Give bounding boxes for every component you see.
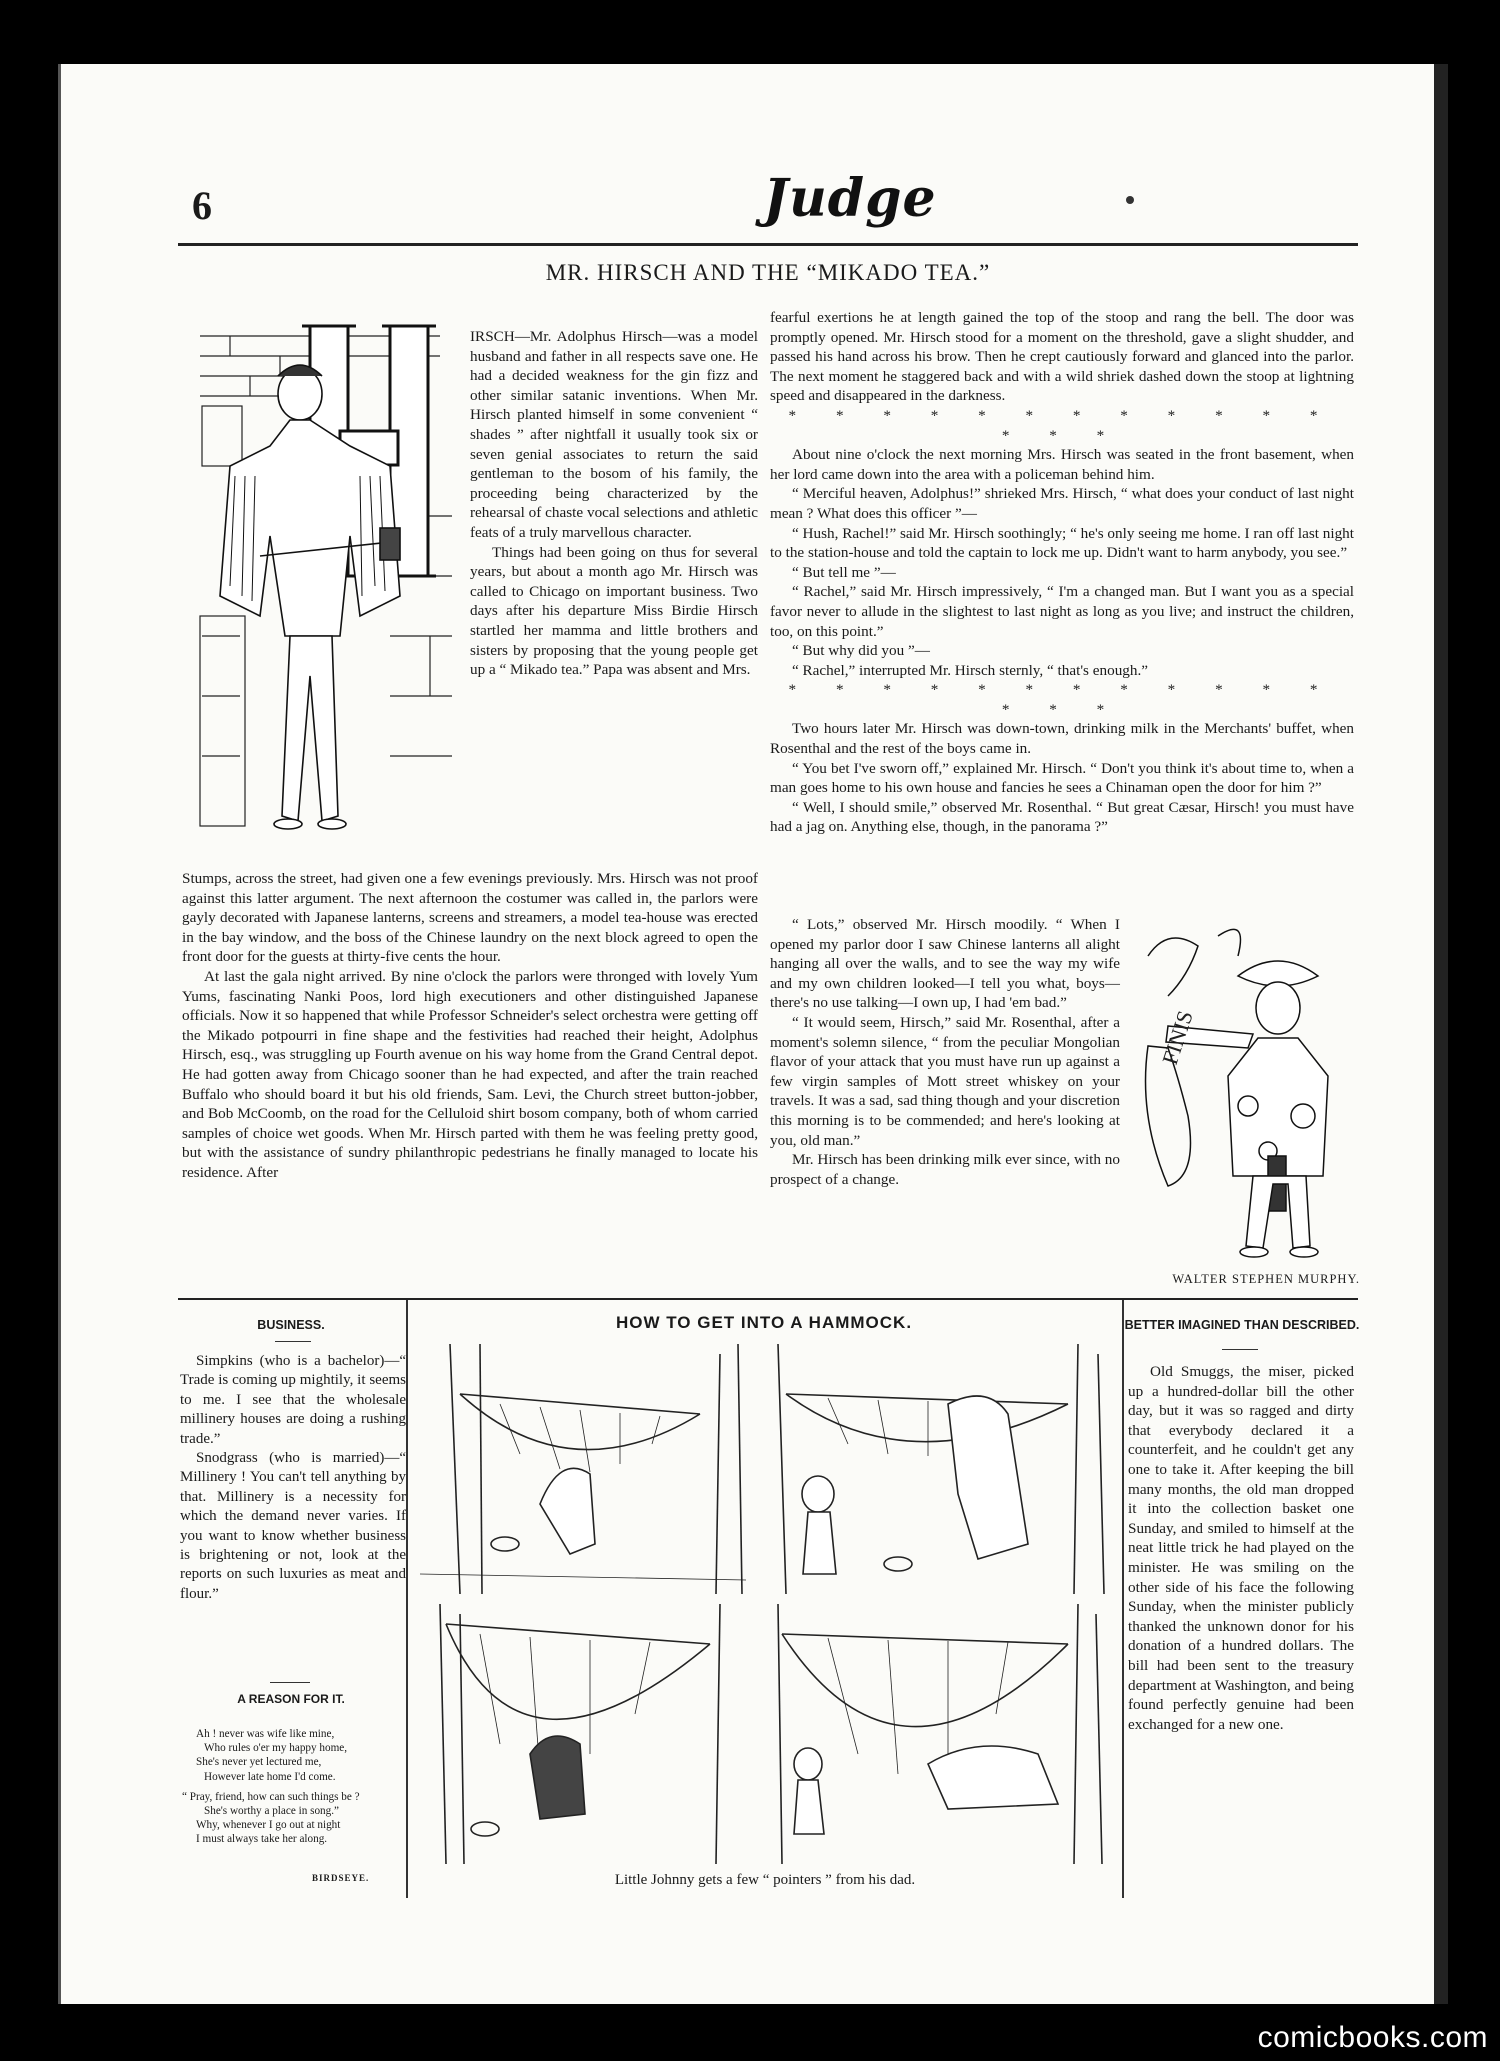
ink-smudge [1126, 196, 1134, 204]
article-paragraph: IRSCH—Mr. Adolphus Hirsch—was a model husband and father in all respects save one. He had a decided weakness for the gin fizz and other similar satanic inventions. When Mr. Hirsch planted himself in some convenient “ shades ” after nightfall it usually took six or seven genial associates to return the said gentleman to the bosom of his family, the proceeding being characterized by the rehearsal of chaste vocal selections and athletic feats of a truly marvellous character. [470, 328, 758, 541]
poem-line: She's never yet lectured me, [196, 1756, 322, 1769]
article-paragraph: “ Lots,” observed Mr. Hirsch moodily. “ When I opened my parlor door I saw Chinese lanterns all alight hanging all over the walls, and to see the way my wife and my own children looked—I tell you what, boys—there's no use talking—I own up, I had 'em bad.” [770, 916, 1120, 1012]
reason-heading: A REASON FOR IT. [237, 1692, 345, 1706]
article-paragraph: About nine o'clock the next morning Mrs. Hirsch was seated in the front basement, when her lord came down into the area with a policeman behind him. [770, 446, 1354, 483]
better-column [1128, 1362, 1354, 1734]
hammock-heading: HOW TO GET INTO A HAMMOCK. [615, 1313, 913, 1332]
article-paragraph: Stumps, across the street, had given one a few evenings previously. Mrs. Hirsch was not proof against this latter argument. The next afternoon the costumer was called in, the parlors were gayly decorated with Japanese lanterns, screens and streamers, a model tea-house was erected in the bay window, and the boss of the Chinese laundry on the next block agreed to open the front door for the guests at thirty-five cents the hour. [182, 870, 758, 966]
article-column-2-narrow [770, 915, 1120, 1189]
header-rule [178, 243, 1358, 246]
section-break-stars: * * * * * * * * * * * * * * * [788, 681, 1336, 718]
article-paragraph: At last the gala night arrived. By nine o'clock the parlors were thronged with lovely Yum Yums, fascinating Nanki Poos, lord high executioners and other distinguished Japanese officials. Now it so happened that while Professor Schneider's select orchestra were getting off the Mikado potpourri in fine shape and the festivities had reached their height, Adolphus Hirsch, esq., was struggling up Fourth avenue on his way home from the Grand Central depot. He had gotten away from Chicago sooner than he had expected, and after the train reached Buffalo who should board it but his old friends, Sam. Levi, the Church street button-jobber, and Bob McCoomb, on the road for the Celluloid shirt bosom company, both of whom carried samples of choice wet goods. When Mr. Hirsch parted with them he was feeling pretty good, but with the assistance of sundry philanthropic pedestrians he finally managed to locate his residence. After [182, 967, 758, 1181]
poem-line: However late home I'd come. [204, 1770, 336, 1783]
finis-figure-illustration [1128, 916, 1354, 1276]
business-paragraph: Snodgrass (who is married)—“ Millinery ! You can't tell anything by that. Millinery is a necessity for which the demand never varies. If you want to know whether business is brightening or not, look at the reports on such luxuries as meat and flour.” [180, 1450, 406, 1602]
heading-rule [275, 1341, 311, 1342]
hammock-panel-3 [420, 1604, 746, 1864]
poem-line: “ Pray, friend, how can such things be ? [182, 1790, 360, 1803]
hammock-caption: Little Johnny gets a few “ pointers ” from his dad. [614, 1872, 916, 1888]
article-paragraph: “ Rachel,” interrupted Mr. Hirsch sternly, “ that's enough.” [792, 661, 1149, 679]
business-column [180, 1352, 406, 1604]
article-paragraph: fearful exertions he at length gained the top of the stoop and rang the bell. The door was promptly opened. Mr. Hirsch stood for a moment on the threshold, gave a slight shudder, and passed his hand across his brow. Then he crept cautiously forward and glanced into the parlor. The next moment he staggered back and with a wild shriek dashed down the stoop at lightning speed and disappeared in the darkness. [770, 309, 1354, 405]
hammock-panel-1 [420, 1344, 746, 1594]
page-number: 6 [192, 183, 212, 228]
heading-rule [1222, 1349, 1258, 1350]
article-paragraph: “ Hush, Rachel!” said Mr. Hirsch soothingly; “ he's only seeing me home. I ran off last night to the station-house and told the captain to lock me up. Didn't want to harm anybody, you see.” [770, 524, 1354, 562]
heading-rule [270, 1682, 310, 1683]
mikado-figure-illustration [190, 316, 460, 866]
article-title: MR. HIRSCH AND THE “MIKADO TEA.” [545, 260, 991, 285]
article-paragraph: Mr. Hirsch has been drinking milk ever since, with no prospect of a change. [770, 1151, 1120, 1188]
article-paragraph: “ But why did you ”— [792, 642, 930, 660]
reason-poem [182, 1727, 408, 1847]
poem-signature: BIRDSEYE. [312, 1873, 370, 1883]
masthead-logo: Judge [763, 168, 937, 229]
poem-line: Ah ! never was wife like mine, [196, 1728, 335, 1740]
poem-line: I must always take her along. [196, 1833, 328, 1846]
article-column-1-top [470, 327, 758, 680]
poem-line: Why, whenever I go out at night [196, 1819, 341, 1832]
article-column-2 [770, 308, 1354, 837]
hammock-panel-4 [758, 1604, 1110, 1864]
article-paragraph: Things had been going on thus for several years, but about a month ago Mr. Hirsch was called to Chicago on important business. Two days after his departure Miss Birdie Hirsch startled her mamma and little brothers and sisters by proposing that the young people get up a “ Mikado tea.” Papa was absent and Mrs. [470, 543, 758, 679]
article-paragraph: “ Well, I should smile,” observed Mr. Rosenthal. “ But great Cæsar, Hirsch! you must have had a jag on. Anything else, though, in the panorama ?” [770, 798, 1354, 836]
poem-line: She's worthy a place in song.” [204, 1805, 339, 1818]
business-paragraph: Simpkins (who is a bachelor)—“ Trade is coming up mightily, it seems to me. I see that the wholesale millinery houses are doing a rushing trade.” [180, 1353, 406, 1447]
section-break-stars: * * * * * * * * * * * * * * * [788, 406, 1336, 444]
article-paragraph: Two hours later Mr. Hirsch was down-town, drinking milk in the Merchants' buffet, when Rosenthal and the rest of the boys came in. [770, 720, 1354, 758]
watermark-text: comicbooks.com [1257, 2021, 1488, 2054]
article-paragraph: “ Merciful heaven, Adolphus!” shrieked Mrs. Hirsch, “ what does your conduct of last night mean ? What does this officer ”— [770, 485, 1354, 522]
section-rule [178, 1298, 1358, 1300]
hammock-panel-2 [758, 1344, 1110, 1594]
article-paragraph: “ Rachel,” said Mr. Hirsch impressively, “ I'm a changed man. But I want you as a special favor never to allude in the slightest to last night as long as you live; and instruct the children, too, on this point.” [770, 583, 1354, 640]
article-paragraph: “ But tell me ”— [792, 563, 896, 581]
poem-line: Who rules o'er my happy home, [204, 1742, 348, 1755]
article-paragraph: “ It would seem, Hirsch,” said Mr. Rosenthal, after a moment's solemn silence, “ from the peculiar Mongolian flavor of your attack that you must have run up against a few virgin samples of Mott street whiskey on your travels. It was a sad, sad thing though and your discretion this morning is to be commended; and here's looking at you, old man.” [770, 1013, 1120, 1149]
column-divider [1122, 1300, 1124, 1898]
finis-scroll-label: FINIS [1156, 1007, 1198, 1068]
article-byline: WALTER STEPHEN MURPHY. [1172, 1272, 1360, 1286]
business-heading: BUSINESS. [257, 1318, 325, 1332]
article-paragraph: “ You bet I've sworn off,” explained Mr. Hirsch. “ Don't you think it's about time to, when a man goes home to his own house and fancies he sees a Chinaman open the door for him ?” [770, 759, 1354, 797]
better-heading: BETTER IMAGINED THAN DESCRIBED. [1124, 1318, 1360, 1332]
article-column-1-bottom [182, 869, 758, 1183]
better-paragraph: Old Smuggs, the miser, picked up a hundred-dollar bill the other day, but it was so ragged and dirty that everybody declared it a counterfeit, and he couldn't get any one to take it. After keeping the bill many months, the old man dropped it into the collection basket one Sunday, and smiled to himself at the neat little trick he had played on the minister. He was smiling on the other side of his face the following Sunday, when the minister publicly thanked the unknown donor for his donation of a hundred dollars. The bill had been sent to the treasury department at Washington, and being found perfectly genuine had been exchanged for a new one. [1128, 1363, 1354, 1733]
